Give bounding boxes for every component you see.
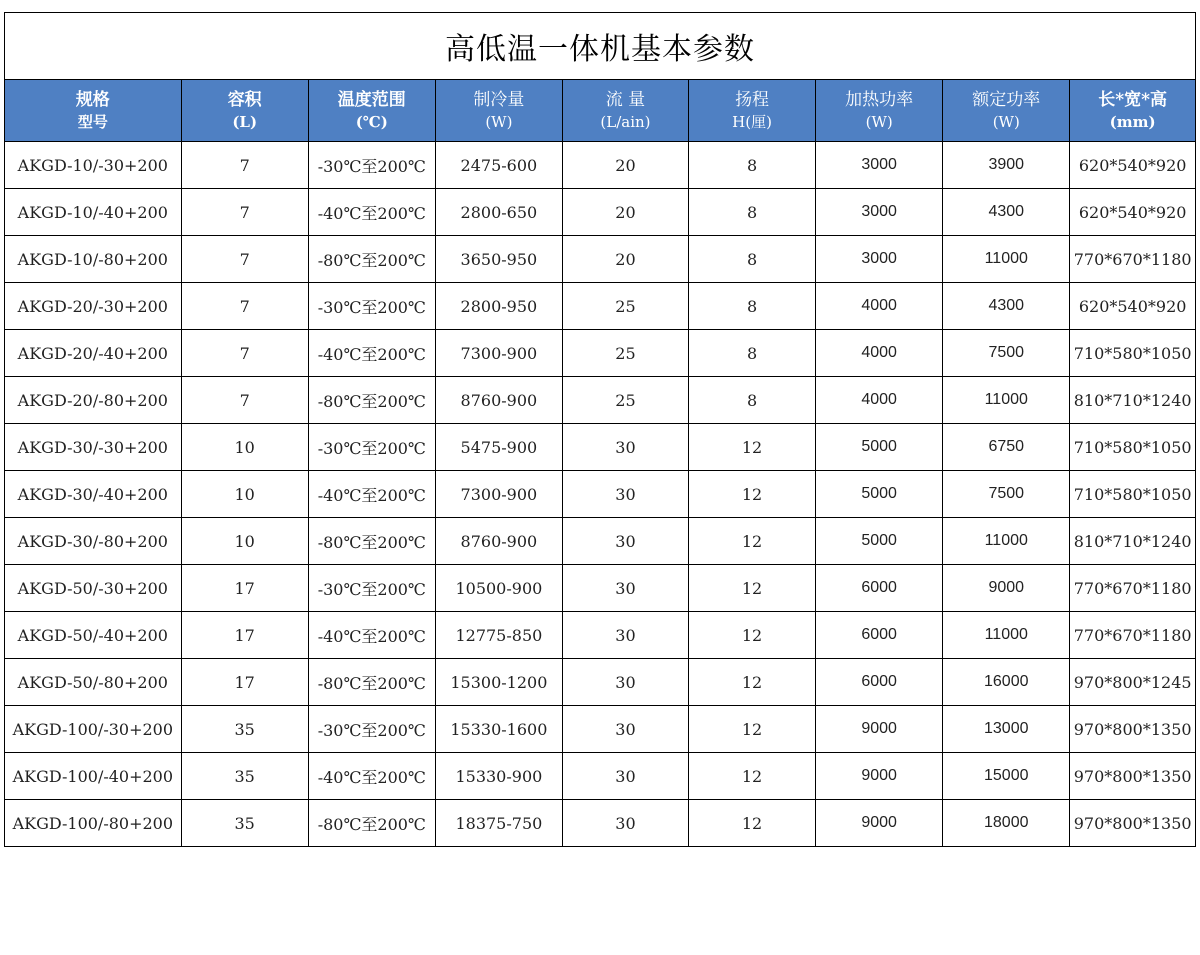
heating-power-cell: 4000 — [816, 377, 943, 424]
rated-power-cell: 18000 — [943, 800, 1070, 847]
volume-cell: 35 — [181, 706, 308, 753]
dimensions-cell: 770*670*1180 — [1070, 612, 1195, 659]
volume-cell: 17 — [181, 659, 308, 706]
table-row — [5, 659, 1195, 706]
dimensions-cell: 770*670*1180 — [1070, 565, 1195, 612]
dimensions-cell: 620*540*920 — [1070, 189, 1195, 236]
column-header — [689, 80, 816, 142]
column-header-unit: 型号 — [77, 112, 108, 131]
model-cell: AKGD-100/-40+200 — [5, 753, 181, 800]
table-row — [5, 518, 1195, 565]
dimensions-cell: 810*710*1240 — [1070, 518, 1195, 565]
head-cell: 8 — [689, 189, 816, 236]
flow-cell: 30 — [562, 706, 688, 753]
flow-cell: 25 — [562, 283, 688, 330]
cooling-capacity-cell: 2475-600 — [435, 142, 562, 189]
head-cell: 12 — [689, 518, 816, 565]
volume-cell: 7 — [181, 330, 308, 377]
cooling-capacity-cell: 5475-900 — [435, 424, 562, 471]
flow-cell: 20 — [562, 236, 688, 283]
volume-cell: 7 — [181, 236, 308, 283]
column-header-unit: (L) — [232, 112, 258, 131]
temp-range-cell: -40℃至200℃ — [308, 471, 435, 518]
model-cell: AKGD-20/-80+200 — [5, 377, 181, 424]
column-header — [5, 80, 181, 142]
column-header-label: 规格 — [75, 89, 110, 110]
column-header — [562, 80, 688, 142]
model-cell: AKGD-10/-30+200 — [5, 142, 181, 189]
table-row — [5, 236, 1195, 283]
cooling-capacity-cell: 2800-650 — [435, 189, 562, 236]
head-cell: 8 — [689, 283, 816, 330]
flow-cell: 20 — [562, 142, 688, 189]
column-header-label: 流 量 — [605, 89, 646, 110]
column-header — [816, 80, 943, 142]
flow-cell: 20 — [562, 189, 688, 236]
rated-power-cell: 11000 — [943, 612, 1070, 659]
table-row — [5, 377, 1195, 424]
column-header-label: 温度范围 — [337, 89, 406, 110]
volume-cell: 17 — [181, 612, 308, 659]
head-cell: 12 — [689, 659, 816, 706]
column-header-unit: (mm) — [1109, 112, 1156, 131]
column-header-unit: (℃) — [355, 112, 388, 131]
rated-power-cell: 11000 — [943, 518, 1070, 565]
rated-power-cell: 13000 — [943, 706, 1070, 753]
cooling-capacity-cell: 12775-850 — [435, 612, 562, 659]
model-cell: AKGD-20/-30+200 — [5, 283, 181, 330]
temp-range-cell: -30℃至200℃ — [308, 283, 435, 330]
cooling-capacity-cell: 7300-900 — [435, 330, 562, 377]
temp-range-cell: -80℃至200℃ — [308, 377, 435, 424]
volume-cell: 10 — [181, 518, 308, 565]
flow-cell: 25 — [562, 377, 688, 424]
temp-range-cell: -30℃至200℃ — [308, 706, 435, 753]
temp-range-cell: -80℃至200℃ — [308, 659, 435, 706]
column-header-unit: (W) — [865, 112, 893, 131]
volume-cell: 10 — [181, 471, 308, 518]
table-row — [5, 612, 1195, 659]
temp-range-cell: -30℃至200℃ — [308, 565, 435, 612]
head-cell: 8 — [689, 377, 816, 424]
column-header-unit: H(厘) — [732, 112, 772, 131]
volume-cell: 7 — [181, 189, 308, 236]
model-cell: AKGD-100/-80+200 — [5, 800, 181, 847]
column-header-unit: (W) — [485, 112, 513, 131]
temp-range-cell: -40℃至200℃ — [308, 189, 435, 236]
column-header-label: 额定功率 — [972, 89, 1041, 110]
rated-power-cell: 7500 — [943, 330, 1070, 377]
head-cell: 12 — [689, 565, 816, 612]
table-row — [5, 283, 1195, 330]
rated-power-cell: 4300 — [943, 283, 1070, 330]
cooling-capacity-cell: 8760-900 — [435, 377, 562, 424]
table-body — [5, 142, 1195, 847]
column-header-label: 容积 — [227, 89, 262, 110]
cooling-capacity-cell: 15300-1200 — [435, 659, 562, 706]
head-cell: 8 — [689, 236, 816, 283]
model-cell: AKGD-30/-30+200 — [5, 424, 181, 471]
cooling-capacity-cell: 7300-900 — [435, 471, 562, 518]
temp-range-cell: -40℃至200℃ — [308, 612, 435, 659]
head-cell: 12 — [689, 612, 816, 659]
table-header-row — [5, 80, 1195, 142]
dimensions-cell: 620*540*920 — [1070, 142, 1195, 189]
flow-cell: 30 — [562, 612, 688, 659]
heating-power-cell: 9000 — [816, 753, 943, 800]
head-cell: 12 — [689, 424, 816, 471]
model-cell: AKGD-50/-80+200 — [5, 659, 181, 706]
volume-cell: 7 — [181, 142, 308, 189]
flow-cell: 30 — [562, 565, 688, 612]
column-header — [181, 80, 308, 142]
dimensions-cell: 620*540*920 — [1070, 283, 1195, 330]
table-row — [5, 565, 1195, 612]
column-header — [943, 80, 1070, 142]
head-cell: 12 — [689, 471, 816, 518]
dimensions-cell: 970*800*1350 — [1070, 706, 1195, 753]
head-cell: 12 — [689, 706, 816, 753]
column-header-unit: (L/ain) — [600, 112, 651, 131]
model-cell: AKGD-100/-30+200 — [5, 706, 181, 753]
volume-cell: 7 — [181, 283, 308, 330]
temp-range-cell: -40℃至200℃ — [308, 330, 435, 377]
column-header — [1070, 80, 1195, 142]
dimensions-cell: 770*670*1180 — [1070, 236, 1195, 283]
sheet-title: 高低温一体机基本参数 — [5, 13, 1195, 80]
heating-power-cell: 3000 — [816, 236, 943, 283]
head-cell: 12 — [689, 800, 816, 847]
dimensions-cell: 710*580*1050 — [1070, 330, 1195, 377]
table-row — [5, 800, 1195, 847]
heating-power-cell: 5000 — [816, 518, 943, 565]
heating-power-cell: 6000 — [816, 612, 943, 659]
dimensions-cell: 970*800*1350 — [1070, 753, 1195, 800]
dimensions-cell: 970*800*1245 — [1070, 659, 1195, 706]
temp-range-cell: -40℃至200℃ — [308, 753, 435, 800]
temp-range-cell: -80℃至200℃ — [308, 800, 435, 847]
table-row — [5, 471, 1195, 518]
cooling-capacity-cell: 2800-950 — [435, 283, 562, 330]
heating-power-cell: 6000 — [816, 659, 943, 706]
flow-cell: 30 — [562, 753, 688, 800]
table-row — [5, 424, 1195, 471]
heating-power-cell: 9000 — [816, 706, 943, 753]
volume-cell: 35 — [181, 753, 308, 800]
column-header-label: 扬程 — [735, 89, 770, 110]
column-header-unit: (W) — [992, 112, 1020, 131]
head-cell: 8 — [689, 142, 816, 189]
model-cell: AKGD-30/-80+200 — [5, 518, 181, 565]
temp-range-cell: -30℃至200℃ — [308, 142, 435, 189]
head-cell: 8 — [689, 330, 816, 377]
heating-power-cell: 3000 — [816, 142, 943, 189]
model-cell: AKGD-10/-80+200 — [5, 236, 181, 283]
rated-power-cell: 15000 — [943, 753, 1070, 800]
heating-power-cell: 6000 — [816, 565, 943, 612]
volume-cell: 17 — [181, 565, 308, 612]
rated-power-cell: 11000 — [943, 236, 1070, 283]
volume-cell: 10 — [181, 424, 308, 471]
flow-cell: 30 — [562, 518, 688, 565]
parameter-sheet — [4, 12, 1196, 847]
flow-cell: 30 — [562, 424, 688, 471]
table-row — [5, 753, 1195, 800]
column-header-label: 加热功率 — [845, 89, 914, 110]
heating-power-cell: 4000 — [816, 330, 943, 377]
dimensions-cell: 710*580*1050 — [1070, 424, 1195, 471]
cooling-capacity-cell: 18375-750 — [435, 800, 562, 847]
heating-power-cell: 9000 — [816, 800, 943, 847]
cooling-capacity-cell: 3650-950 — [435, 236, 562, 283]
heating-power-cell: 4000 — [816, 283, 943, 330]
flow-cell: 25 — [562, 330, 688, 377]
rated-power-cell: 9000 — [943, 565, 1070, 612]
table-row — [5, 189, 1195, 236]
parameter-table — [5, 80, 1195, 846]
model-cell: AKGD-10/-40+200 — [5, 189, 181, 236]
head-cell: 12 — [689, 753, 816, 800]
column-header-label: 制冷量 — [473, 89, 525, 110]
cooling-capacity-cell: 15330-1600 — [435, 706, 562, 753]
temp-range-cell: -80℃至200℃ — [308, 236, 435, 283]
dimensions-cell: 810*710*1240 — [1070, 377, 1195, 424]
rated-power-cell: 7500 — [943, 471, 1070, 518]
cooling-capacity-cell: 10500-900 — [435, 565, 562, 612]
column-header — [435, 80, 562, 142]
table-row — [5, 142, 1195, 189]
table-row — [5, 706, 1195, 753]
heating-power-cell: 5000 — [816, 424, 943, 471]
temp-range-cell: -30℃至200℃ — [308, 424, 435, 471]
model-cell: AKGD-50/-40+200 — [5, 612, 181, 659]
rated-power-cell: 3900 — [943, 142, 1070, 189]
table-row — [5, 330, 1195, 377]
dimensions-cell: 710*580*1050 — [1070, 471, 1195, 518]
rated-power-cell: 4300 — [943, 189, 1070, 236]
volume-cell: 35 — [181, 800, 308, 847]
heating-power-cell: 3000 — [816, 189, 943, 236]
dimensions-cell: 970*800*1350 — [1073, 813, 1192, 833]
volume-cell: 7 — [181, 377, 308, 424]
cooling-capacity-cell: 15330-900 — [435, 753, 562, 800]
cooling-capacity-cell: 8760-900 — [435, 518, 562, 565]
model-cell: AKGD-50/-30+200 — [5, 565, 181, 612]
heating-power-cell: 5000 — [816, 471, 943, 518]
model-cell: AKGD-30/-40+200 — [5, 471, 181, 518]
flow-cell: 30 — [562, 800, 688, 847]
flow-cell: 30 — [562, 659, 688, 706]
flow-cell: 30 — [562, 471, 688, 518]
model-cell: AKGD-20/-40+200 — [5, 330, 181, 377]
column-header — [308, 80, 435, 142]
rated-power-cell: 11000 — [943, 377, 1070, 424]
rated-power-cell: 6750 — [943, 424, 1070, 471]
rated-power-cell: 16000 — [943, 659, 1070, 706]
temp-range-cell: -80℃至200℃ — [308, 518, 435, 565]
column-header-label: 长*宽*高 — [1098, 89, 1168, 110]
